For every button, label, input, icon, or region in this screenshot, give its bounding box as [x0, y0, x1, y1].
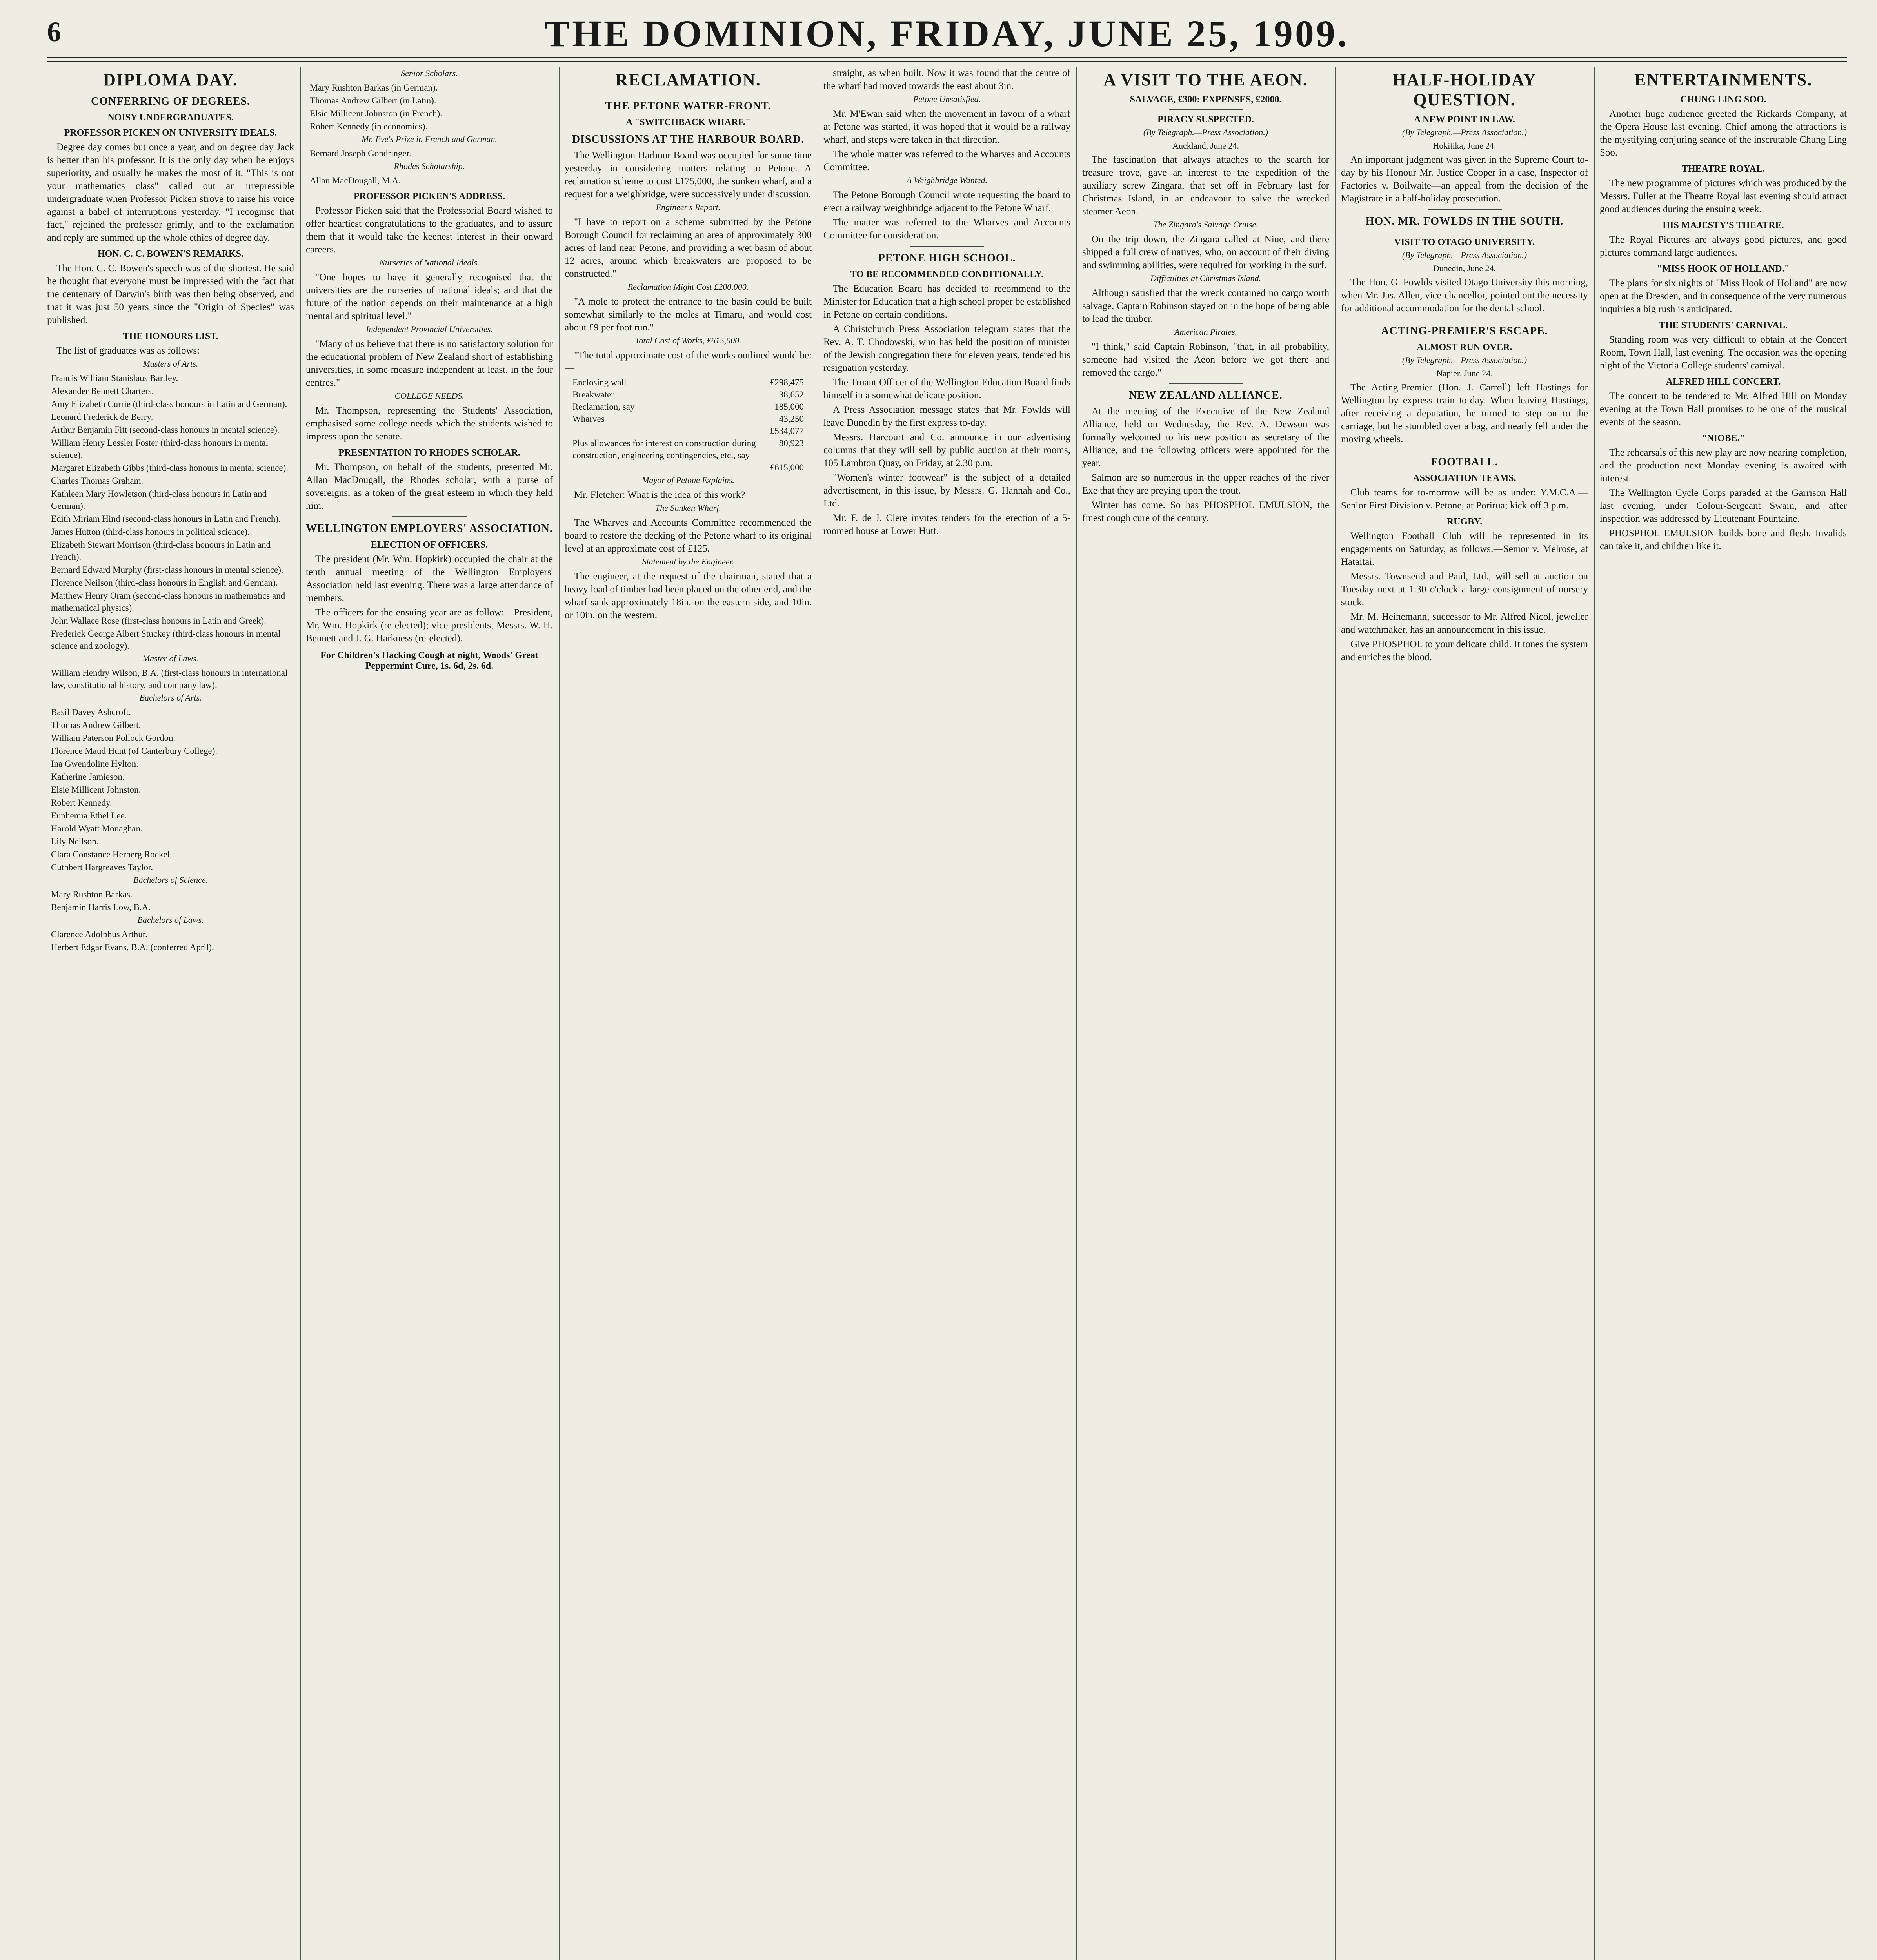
article-paragraph: Another huge audience greeted the Rickards Company, at the Opera House last evening. Chief among the attractions is the mystifying conjuring seance of the inscrutable Chung Ling Soo.: [1600, 109, 1847, 158]
cost-row: [565, 461, 812, 474]
sub-heading: THE STUDENTS' CARNIVAL.: [1659, 320, 1788, 330]
article-headline: ENTERTAINMENTS.: [1634, 70, 1813, 89]
cost-amount: 80,923: [779, 438, 804, 448]
paragraph-heading: Bachelors of Arts.: [139, 693, 202, 702]
graduate-entry: Thomas Andrew Gilbert (in Latin).: [310, 96, 436, 105]
cost-amount: £298,475: [770, 377, 804, 387]
column-rule: [559, 67, 560, 1960]
paragraph-heading: Engineer's Report.: [656, 202, 721, 212]
article-paragraph: The new programme of pictures which was produced by the Messrs. Fuller at the Theatre Royal last evening should attract good audiences during the ensuing week.: [1600, 178, 1847, 214]
paragraph-heading: Senior Scholars.: [401, 68, 458, 78]
paragraph-heading: Mr. Eve's Prize in French and German.: [361, 134, 498, 144]
article-paragraph: The whole matter was referred to the Wharves and Accounts Committee.: [823, 149, 1070, 172]
article-paragraph: Mr. M'Ewan said when the movement in favour of a wharf at Petone was started, it was hoped that it would be a railway wharf, and steps were taken in that direction.: [823, 109, 1070, 145]
sub-heading: THE HONOURS LIST.: [123, 331, 218, 341]
graduate-entry: Robert Kennedy.: [51, 798, 112, 808]
graduate-entry: Alexander Bennett Charters.: [51, 386, 154, 396]
article-headline: RECLAMATION.: [615, 70, 761, 89]
section-divider: [1169, 109, 1243, 110]
article-paragraph: "Women's winter footwear" is the subject of a detailed advertisement, in this issue, by Messrs. G. Hannah and Co., Ltd.: [823, 472, 1070, 509]
cost-amount: 43,250: [779, 414, 804, 424]
article-headline: A VISIT TO THE AEON.: [1103, 70, 1308, 89]
article-paragraph: At the meeting of the Executive of the New Zealand Alliance, held on Wednesday, the Rev. A. Dewson was formally welcomed to his new position as secretary of the Alliance, and the following officers were appointed for the year.: [1082, 406, 1329, 468]
graduate-entry: Clara Constance Herberg Rockel.: [51, 849, 172, 859]
article-paragraph: Mr. Thompson, on behalf of the students, presented Mr. Allan MacDougall, the Rhodes scholar, with a purse of sovereigns, as a token of the great esteem in which they held him.: [306, 462, 553, 511]
article-paragraph: Professor Picken said that the Professorial Board wished to offer heartiest congratulations to the graduates, and to assure them that it would take the keenest interest in their onward careers.: [306, 205, 553, 255]
graduate-entry: Arthur Benjamin Fitt (second-class honours in mental science).: [51, 425, 280, 435]
sub-heading: PRESENTATION TO RHODES SCHOLAR.: [338, 448, 520, 458]
article-paragraph: The Wellington Harbour Board was occupied for some time yesterday in considering matters relating to Petone. A reclamation scheme to cost £175,000, the sunken wharf, and a request for a weighbridge, were successively under discussion.: [565, 150, 812, 200]
article-paragraph: "I have to report on a scheme submitted by the Petone Borough Council for reclaiming an area of approximately 300 acres of land near Petone, and providing a wet basin of about 12 acres, around which breakwaters are proposed to be constructed.": [565, 217, 812, 279]
section-divider: [1169, 383, 1243, 384]
paragraph-heading: Reclamation Might Cost £200,000.: [627, 282, 749, 292]
article-paragraph: The Petone Borough Council wrote requesting the board to erect a railway weighbridge adjacent to the Petone Wharf.: [823, 190, 1070, 213]
section-heading: ACTING-PREMIER'S ESCAPE.: [1381, 325, 1548, 337]
article-paragraph: Degree day comes but once a year, and on degree day Jack is better than his professor. It is the only day when he enjoys superiority, and usually he makes the most of it. "This is not your mathematics class" called out an irrepressible undergraduate when Professor Picken strove to raise his voice against a babel of interruptions yesterday. "I recognise that fact," rejoined the professor grimly, and to the exclamation and reply are summed up the whole ethics of degree day.: [47, 142, 294, 243]
sub-heading: HIS MAJESTY'S THEATRE.: [1663, 220, 1784, 230]
section-heading: CONFERRING OF DEGREES.: [91, 95, 250, 107]
cost-row: [565, 388, 812, 401]
graduate-entry: William Paterson Pollock Gordon.: [51, 733, 176, 743]
graduate-entry: Frederick George Albert Stuckey (third-class honours in mental science and zoology).: [51, 629, 281, 651]
graduate-entry: Harold Wyatt Monaghan.: [51, 824, 143, 833]
section-heading: THE PETONE WATER-FRONT.: [605, 100, 771, 112]
page-number: 6: [47, 16, 61, 47]
paragraph-heading: Bachelors of Science.: [133, 875, 208, 885]
article-paragraph: The Hon. C. C. Bowen's speech was of the shortest. He said he thought that everyone must be impressed with the fact that the centenary of Darwin's birth was then being observed, and that it was just 50 years since the "Origin of Species" was published.: [47, 263, 294, 325]
graduate-entry: Margaret Elizabeth Gibbs (third-class honours in mental science).: [51, 463, 289, 473]
article-paragraph: "I think," said Captain Robinson, "that, in all probability, someone had visited the Aeon before we got there and removed the cargo.": [1082, 341, 1329, 378]
cost-amount: £615,000: [770, 463, 804, 472]
cost-table: [565, 376, 812, 474]
column-rule: [300, 67, 301, 1960]
sub-heading: CHUNG LING SOO.: [1680, 94, 1766, 105]
paragraph-heading: Rhodes Scholarship.: [394, 161, 465, 171]
cost-row: [565, 425, 812, 437]
column-5: [1082, 67, 1329, 1960]
graduate-entry: Euphemia Ethel Lee.: [51, 811, 127, 820]
graduate-entry: Elsie Millicent Johnston (in French).: [310, 109, 442, 118]
dateline: Hokitika, June 24.: [1433, 141, 1496, 151]
article-paragraph: Messrs. Harcourt and Co. announce in our advertising columns that they will sell by public auction at their rooms, 105 Lambton Quay, on Friday, at 2.30 p.m.: [823, 432, 1070, 468]
article-paragraph: Club teams for to-morrow will be as under: Y.M.C.A.—Senior First Division v. Petone, at Porirua; kick-off 3 p.m.: [1341, 487, 1588, 511]
sub-heading: RUGBY.: [1446, 517, 1483, 527]
graduate-entry: Leonard Frederick de Berry.: [51, 412, 153, 422]
column-6: [1341, 67, 1588, 1960]
graduate-entry: Mary Rushton Barkas.: [51, 889, 133, 899]
article-paragraph: PHOSPHOL EMULSION builds bone and flesh. Invalids can take it, and children like it.: [1600, 528, 1847, 552]
article-paragraph: "A mole to protect the entrance to the basin could be built somewhat similarly to the moles at Timaru, and would cost about £9 per foot run.": [565, 296, 812, 333]
cost-item: Breakwater: [572, 390, 614, 399]
cost-item: Enclosing wall: [572, 377, 627, 387]
graduate-entry: Florence Neilson (third-class honours in English and German).: [51, 578, 278, 588]
paragraph-heading: American Pirates.: [1174, 327, 1237, 337]
article-paragraph: "Many of us believe that there is no satisfactory solution for the educational problem of New Zealand short of establishing universities, in some measure independent at least, in the four centres.": [306, 339, 553, 388]
article-paragraph: The plans for six nights of "Miss Hook of Holland" are now open at the Dresden, and in consequence of the very numerous inquiries a big rush is anticipated.: [1600, 278, 1847, 314]
article-paragraph: straight, as when built. Now it was found that the centre of the wharf had moved towards the east about 3in.: [823, 68, 1070, 91]
article-paragraph: The concert to be tendered to Mr. Alfred Hill on Monday evening at the Town Hall promises to be one of the musical events of the season.: [1600, 391, 1847, 427]
sub-heading: "NIOBE.": [1701, 433, 1745, 443]
article-paragraph: The Truant Officer of the Wellington Education Board finds himself in a somewhat delicate position.: [823, 377, 1070, 401]
graduate-entry: Florence Maud Hunt (of Canterbury College).: [51, 746, 218, 756]
article-paragraph: The Royal Pictures are always good pictures, and good pictures command large audiences.: [1600, 234, 1847, 258]
sub-heading: PIRACY SUSPECTED.: [1157, 114, 1254, 125]
article-paragraph: The list of graduates was as follows:: [56, 345, 200, 356]
graduate-entry: Cuthbert Hargreaves Taylor.: [51, 862, 153, 872]
sub-heading: ALFRED HILL CONCERT.: [1666, 377, 1781, 387]
column-2: [306, 67, 553, 1960]
wire-credit: (By Telegraph.—Press Association.): [1402, 355, 1527, 365]
graduate-entry: Mary Rushton Barkas (in German).: [310, 83, 438, 93]
sub-heading: A "SWITCHBACK WHARF.": [625, 117, 751, 127]
article-paragraph: Mr. Thompson, representing the Students' Association, emphasised some college needs which the students wished to impress upon the senate.: [306, 405, 553, 442]
graduate-entry: Ina Gwendoline Hylton.: [51, 759, 138, 769]
graduate-entry: Bernard Edward Murphy (first-class honours in mental science).: [51, 565, 283, 575]
sub-heading: ASSOCIATION TEAMS.: [1413, 473, 1516, 483]
paragraph-heading: Bachelors of Laws.: [137, 915, 204, 925]
sub-heading: PROFESSOR PICKEN'S ADDRESS.: [353, 191, 505, 201]
dateline: Napier, June 24.: [1436, 368, 1493, 378]
article-paragraph: "The total approximate cost of the works outlined would be:—: [565, 350, 812, 374]
graduate-entry: Amy Elizabeth Currie (third-class honours in Latin and German).: [51, 399, 287, 409]
article-paragraph: Messrs. Townsend and Paul, Ltd., will sell at auction on Tuesday next at 1.30 o'clock a large consignment of nursery stock.: [1341, 571, 1588, 608]
dateline: Dunedin, June 24.: [1433, 263, 1496, 273]
column-rule: [1076, 67, 1077, 1960]
article-paragraph: Mr. Fletcher: What is the idea of this work?: [574, 490, 745, 500]
masthead-rule: [47, 57, 1847, 58]
paragraph-heading: Independent Provincial Universities.: [366, 324, 493, 334]
paragraph-heading: Total Cost of Works, £615,000.: [635, 336, 741, 345]
graduate-entry: Elizabeth Stewart Morrison (third-class honours in Latin and French).: [51, 540, 271, 562]
cost-amount: 185,000: [774, 402, 804, 412]
graduate-entry: Herbert Edgar Evans, B.A. (conferred April).: [51, 942, 214, 952]
dateline: Auckland, June 24.: [1172, 141, 1239, 151]
column-1: [47, 67, 294, 1960]
masthead: [47, 12, 1847, 59]
graduate-entry: Benjamin Harris Low, B.A.: [51, 902, 151, 912]
paragraph-heading: Nurseries of National Ideals.: [379, 258, 480, 267]
paragraph-heading: The Sunken Wharf.: [655, 503, 721, 513]
section-heading: FOOTBALL.: [1431, 456, 1498, 468]
section-heading: DISCUSSIONS AT THE HARBOUR BOARD.: [572, 133, 805, 145]
article-paragraph: "One hopes to have it generally recognised that the universities are the nurseries of national ideals; and that the future of the nation depends on their maintenance at a high mental and spiritual level.": [306, 272, 553, 321]
paragraph-heading: The Zingara's Salvage Cruise.: [1153, 220, 1258, 229]
article-paragraph: Mr. M. Heinemann, successor to Mr. Alfred Nicol, jeweller and watchmaker, has an announcement in this issue.: [1341, 612, 1588, 635]
paragraph-heading: Difficulties at Christmas Island.: [1150, 273, 1261, 283]
cost-item: Reclamation, say: [572, 402, 635, 412]
graduate-entry: William Hendry Wilson, B.A. (first-class honours in international law, constitutional history, and company law).: [51, 668, 288, 690]
article-paragraph: The Education Board has decided to recommend to the Minister for Education that a high school proper be established in Petone on certain conditions.: [823, 283, 1070, 320]
cost-item: Plus allowances for interest on construction during construction, engineering contingencies, etc., say: [572, 438, 756, 460]
wire-credit: (By Telegraph.—Press Association.): [1402, 250, 1527, 260]
cost-amount: 38,652: [779, 390, 804, 399]
section-heading: PETONE HIGH SCHOOL.: [878, 252, 1016, 264]
cost-row: [565, 413, 812, 425]
article-paragraph: Mr. F. de J. Clere invites tenders for the erection of a 5-roomed house at Lower Hutt.: [823, 513, 1070, 536]
column-rule: [1335, 67, 1336, 1960]
graduate-entry: Lily Neilson.: [51, 837, 99, 846]
paragraph-heading: Masters of Arts.: [143, 359, 198, 368]
wire-credit: (By Telegraph.—Press Association.): [1143, 127, 1268, 137]
sub-heading: ALMOST RUN OVER.: [1417, 342, 1512, 352]
graduate-entry: John Wallace Rose (first-class honours in Latin and Greek).: [51, 616, 266, 626]
graduate-entry: Francis William Stanislaus Bartley.: [51, 373, 178, 383]
sub-heading: THEATRE ROYAL.: [1681, 164, 1765, 174]
graduate-entry: Elsie Millicent Johnston.: [51, 785, 141, 795]
article-paragraph: Although satisfied that the wreck contained no cargo worth salvage, Captain Robinson stayed on in the hope of being able to lead the timber.: [1082, 288, 1329, 324]
graduate-entry: Allan MacDougall, M.A.: [310, 176, 401, 185]
graduate-entry: Charles Thomas Graham.: [51, 476, 144, 486]
sub-heading: TO BE RECOMMENDED CONDITIONALLY.: [850, 269, 1044, 279]
graduate-entry: Robert Kennedy (in economics).: [310, 122, 428, 131]
article-paragraph: The Hon. G. Fowlds visited Otago University this morning, when Mr. Jas. Allen, vice-chancellor, pointed out the necessity for additional accommodation for the dental school.: [1341, 277, 1588, 314]
section-heading: NEW ZEALAND ALLIANCE.: [1129, 389, 1283, 401]
section-heading: WELLINGTON EMPLOYERS' ASSOCIATION.: [306, 523, 553, 535]
section-divider: [1428, 209, 1502, 210]
section-divider: [910, 246, 984, 247]
column-7: [1600, 67, 1847, 1960]
article-paragraph: Standing room was very difficult to obtain at the Concert Room, Town Hall, last evening. The occasion was the opening night of the Victoria College students' carnival.: [1600, 334, 1847, 371]
article-paragraph: A Christchurch Press Association telegram states that the Rev. A. T. Chodowski, who has held the position of minister of the Jewish congregation there for eleven years, tendered his resignation yesterday.: [823, 324, 1070, 373]
sub-heading: HON. C. C. BOWEN'S REMARKS.: [97, 249, 244, 259]
cost-row: [565, 376, 812, 388]
paragraph-heading: COLLEGE NEEDS.: [394, 391, 464, 401]
article-paragraph: The engineer, at the request of the chairman, stated that a heavy load of timber had been placed on the other end, and the wharf sank approximately 18in. on the eastern side, and 10in. or 10in. on the western.: [565, 571, 812, 621]
graduate-entry: Matthew Henry Oram (second-class honours in mathematics and mathematical physics).: [51, 591, 285, 613]
graduate-entry: Basil Davey Ashcroft.: [51, 707, 131, 717]
sub-heading: A NEW POINT IN LAW.: [1414, 114, 1515, 125]
article-paragraph: A Press Association message states that Mr. Fowlds will leave Dunedin by the first express to-day.: [823, 405, 1070, 428]
article-paragraph: An important judgment was given in the Supreme Court to-day by his Honour Mr. Justice Cooper in a case, Inspector of Factories v. Boilwaite—an appeal from the decision of the Magistrate in a half-holiday prosecution.: [1341, 154, 1588, 204]
newspaper-title: THE DOMINION, FRIDAY, JUNE 25, 1909.: [545, 13, 1349, 54]
sub-heading: ELECTION OF OFFICERS.: [371, 540, 488, 550]
article-paragraph: The rehearsals of this new play are now nearing completion, and the production next Monday evening is awaited with interest.: [1600, 447, 1847, 484]
wire-credit: (By Telegraph.—Press Association.): [1402, 127, 1527, 137]
sub-heading: NOISY UNDERGRADUATES.: [107, 113, 234, 123]
article-paragraph: On the trip down, the Zingara called at Niue, and there shipped a full crew of natives, who, on account of their diving and swimming abilities, were required for working in the surf.: [1082, 234, 1329, 270]
article-paragraph: The matter was referred to the Wharves and Accounts Committee for consideration.: [823, 217, 1070, 241]
masthead-rule-thin: [47, 61, 1847, 62]
sub-heading: SALVAGE, £300: EXPENSES, £2000.: [1130, 94, 1282, 105]
sub-heading: "MISS HOOK OF HOLLAND.": [1657, 264, 1790, 274]
article-paragraph: Winter has come. So has PHOSPHOL EMULSION, the finest cough cure of the century.: [1082, 500, 1329, 523]
cost-item: Wharves: [572, 414, 605, 424]
graduate-entry: Katherine Jamieson.: [51, 772, 125, 782]
graduate-entry: William Henry Lessler Foster (third-class honours in mental science).: [51, 438, 269, 460]
article-paragraph: Give PHOSPHOL to your delicate child. It tones the system and enriches the blood.: [1341, 639, 1588, 662]
article-paragraph: The Wharves and Accounts Committee recommended the board to restore the decking of the Petone wharf to its original level at an approximate cost of £125.: [565, 517, 812, 554]
cost-amount: £534,077: [770, 426, 804, 436]
article-paragraph: The fascination that always attaches to the search for treasure trove, gave an interest to the expedition of the auxiliary screw Zingara, that set off in February last for Christmas Island, in an endeavour to salve the wrecked steamer Aeon.: [1082, 154, 1329, 217]
section-divider: [392, 516, 467, 517]
paragraph-heading: Master of Laws.: [142, 653, 199, 663]
cost-row: [565, 437, 812, 461]
graduate-entry: James Hutton (third-class honours in political science).: [51, 527, 250, 537]
article-paragraph: Wellington Football Club will be represented in its engagements on Saturday, as follows:—Senior v. Melrose, at Hataitai.: [1341, 531, 1588, 567]
section-heading: HON. MR. FOWLDS IN THE SOUTH.: [1365, 215, 1564, 227]
article-paragraph: The Wellington Cycle Corps paraded at the Garrison Hall last evening, under Colour-Sergeant Swain, and after inspection was addressed by Lieutenant Fountaine.: [1600, 488, 1847, 524]
paragraph-heading: Statement by the Engineer.: [642, 557, 734, 566]
column-3: [565, 67, 812, 1960]
advertisement: For Children's Hacking Cough at night, Woods' Great Peppermint Cure, 1s. 6d, 2s. 6d.: [320, 650, 538, 671]
article-paragraph: The president (Mr. Wm. Hopkirk) occupied the chair at the tenth annual meeting of the Wellington Employers' Association held last evening. There was a large attendance of members.: [306, 554, 553, 603]
column-rule: [1594, 67, 1595, 1960]
graduate-entry: Edith Miriam Hind (second-class honours in Latin and French).: [51, 514, 281, 524]
article-paragraph: Salmon are so numerous in the upper reaches of the river Exe that they are preying upon the trout.: [1082, 472, 1329, 496]
column-4: [823, 67, 1070, 1960]
paragraph-heading: Mayor of Petone Explains.: [642, 475, 734, 485]
sub-heading: PROFESSOR PICKEN ON UNIVERSITY IDEALS.: [64, 128, 277, 138]
article-headline: DIPLOMA DAY.: [103, 70, 238, 89]
graduate-entry: Kathleen Mary Howletson (third-class honours in Latin and German).: [51, 489, 267, 511]
graduate-entry: Clarence Adolphus Arthur.: [51, 929, 147, 939]
graduate-entry: Bernard Joseph Gondringer.: [310, 149, 411, 158]
paragraph-heading: A Weighbridge Wanted.: [906, 175, 988, 185]
article-paragraph: The officers for the ensuing year are as follow:—President, Mr. Wm. Hopkirk (re-elected); vice-presidents, Messrs. W. H. Bennett and J. G. Harkness (re-elected).: [306, 607, 553, 644]
article-headline: HALF-HOLIDAY QUESTION.: [1392, 70, 1537, 109]
article-paragraph: The Acting-Premier (Hon. J. Carroll) left Hastings for Wellington by express train to-day. When leaving Hastings, after receiving a deputation, he turned to step on to the carriage, but he stumbled over a bag, and nearly fell under the moving wheels.: [1341, 382, 1588, 445]
sub-heading: VISIT TO OTAGO UNIVERSITY.: [1394, 237, 1535, 247]
paragraph-heading: Petone Unsatisfied.: [913, 94, 981, 104]
cost-row: [565, 401, 812, 413]
graduate-entry: Thomas Andrew Gilbert.: [51, 720, 141, 730]
